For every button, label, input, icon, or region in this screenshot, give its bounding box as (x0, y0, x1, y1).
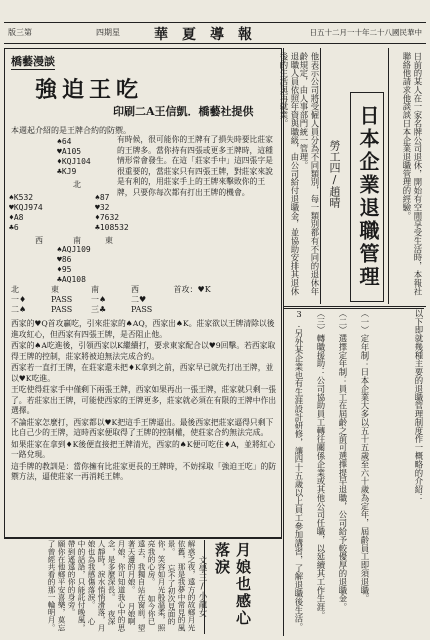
bridge-paragraph: 這手牌的教訓是：當你擁有比莊家更長的王牌時，不妨採取「強迫王吃」的防禦方法，逼使莊家一再消耗王牌。 (11, 461, 277, 481)
bridge-credit: 印刷二A王信凱．橋藝社提供 (113, 105, 254, 118)
bid-cell: PASS (131, 305, 153, 314)
bidding-row (11, 295, 281, 305)
bid-header-cell: 西 (131, 285, 139, 294)
article-title: 日本企業退職管理 (350, 92, 384, 302)
label-south: 南 (73, 236, 81, 245)
article-column: 退職人員依照年資與職級，由公司給付退職金，並協助安排其退休後的生活與再就業。 (279, 52, 300, 296)
label-north: 北 (73, 180, 81, 189)
hand-south (57, 245, 91, 285)
poem-line: 解惑之夜，遠方的故鄉月光依舊，那是我夢中常見的風景。 (167, 540, 196, 632)
north-hearts: ♥A105 (57, 147, 82, 156)
bridge-column-box (4, 48, 282, 538)
label-east: 東 (105, 236, 113, 245)
north-spades: ♠64 (57, 137, 72, 146)
poem-body (6, 540, 196, 632)
east-spades: ♠87 (95, 193, 110, 202)
bridge-intro: 本週起介紹的是王牌合約的防禦。 (11, 126, 131, 135)
bid-cell: 二♠ (11, 305, 27, 314)
page-number: 版三第 (8, 28, 32, 37)
section-rule (284, 306, 426, 307)
column-tag: 橋藝漫談 (11, 55, 55, 68)
bridge-body-text (11, 319, 277, 484)
bridge-commentary: 有時候，很可能你的王牌有了損失時要比莊家的王牌多。當你持有四張或更多王牌時，這種情形常會發生。在這「莊家手中」這四張字是很重要的，當莊家只有四張王牌，對莊家來說是有利的，用莊家手上的王牌來擊敗你的王牌，只要你每次都有打出王牌的機會。 (117, 135, 273, 197)
south-clubs: ♣AQ108 (57, 275, 86, 284)
south-hearts: ♥86 (57, 255, 72, 264)
article-column: 日前的某人在一家名牌公司退休，開始有空閒享受生活時，本報社聯絡他請求他談談日本企業退職管理的經驗。 (402, 52, 423, 296)
article-column: 3.另外某企業也有生涯設計研修，讓四十五歲以上員工參加講習，了解退職後生活。 (284, 308, 304, 635)
east-hearts: ♥32 (95, 203, 110, 212)
bid-cell: 三♣ (91, 305, 107, 314)
day-of-week: 四期星 (96, 28, 120, 37)
bridge-paragraph: 如果莊家在拿到♦K後便直接把王牌清光，西家的♠K便可吃住♦A，並將紅心一路兌現。 (11, 439, 276, 459)
hand-west (9, 193, 43, 233)
opening-lead: 首攻：♥K (173, 285, 211, 294)
poem-line: 如今你已遠去，我獨自站在窗前，望著天邊的月娘。 (127, 540, 156, 632)
hand-north (57, 137, 91, 177)
article-author: 勞工四/趙晴 (328, 140, 341, 208)
poem-line: 心中的話語，只能託付晚風，帶到遙遠的你的身旁。 (67, 540, 96, 632)
poem-title: 月娘也感心落淚 (213, 542, 252, 627)
article-column: 以下即就幾種主要的退職管理制度作一概略的介紹： (370, 308, 424, 635)
article-column: （三）轉職援助：公司協助員工轉往關係企業或其他公司任職，以延續其工作生涯。 (304, 308, 326, 635)
article-column: 他表示公司將受僱人員分為不同類別，每一類別都有不同的退休年齡規定，由人事部門統一管理。 (299, 52, 320, 296)
bid-header-cell: 南 (91, 285, 99, 294)
page-column-divider (283, 48, 284, 636)
bridge-paragraph: 西家的♠A吃進後，引領西家以K繼續打，要求東家配合以♥9回擊。若西家取得王牌的控制，莊家將被迫無法完成合約。 (11, 341, 276, 361)
bid-cell: PASS (51, 305, 73, 314)
poem-author: 文學三/小龍女 (197, 556, 207, 617)
poem-line: 願你在他鄉平安喜樂，莫忘了曾經共看的那一輪明月。 (47, 540, 66, 632)
poem-divider (204, 540, 205, 634)
issue-date: 日五十二月一十年二十八國民華中 (309, 28, 422, 37)
hand-east (95, 193, 129, 233)
east-diamonds: ♦7632 (95, 213, 120, 222)
poem-line: 忘不了初次見面的你，笑容如月光般溫柔，照亮我的心房。 (147, 540, 176, 632)
bridge-paragraph: 王吃使得莊家手中僅剩下兩張王牌，西家如果再出一張王牌，莊家就只剩一張了。若莊家出王牌，可能使西家的王牌更多，莊家就必須在有限的王牌中作出選擇。 (11, 385, 277, 415)
poem-line: 月娘啊月娘，你可知道我心中的思念，是多麼深長。 (107, 540, 136, 632)
newspaper-title: 華夏導報 (154, 27, 266, 43)
west-spades: ♠K532 (9, 193, 34, 202)
bid-cell: 一♦ (11, 295, 27, 304)
bidding-row (11, 305, 281, 315)
column-divider (320, 48, 321, 304)
label-west: 西 (35, 236, 43, 245)
bid-cell: 一♠ (91, 295, 107, 304)
bid-header-cell: 東 (51, 285, 59, 294)
bidding-table (11, 285, 281, 315)
north-diamonds: ♦KQJ104 (57, 157, 91, 166)
bridge-paragraph: 西家若一直打王牌，在莊家還未把♦K拿到之前，西家早已就先打出王牌，並以♥K吃進。 (11, 363, 274, 383)
article-column: （二）選擇定年制：員工在屆齡之前可選擇提早退職，公司給予較優厚的退職金。 (326, 308, 348, 635)
east-clubs: ♣108532 (95, 223, 129, 232)
bridge-paragraph: 西家的♥Q首攻贏吃，引來莊家的♠AQ，西家出♠K。莊家欲以王牌清除以後進攻紅心，但西家有四張王牌，是否阻止他。 (11, 319, 275, 339)
west-diamonds: ♦A8 (9, 213, 24, 222)
north-clubs: ♣KJ9 (57, 167, 77, 176)
bid-cell: PASS (51, 295, 73, 304)
bridge-title: 強迫王吃 (35, 77, 144, 103)
south-diamonds: ♦95 (57, 265, 72, 274)
article-column: （一）定年制：日本企業大多以五十五歲至六十歲為定年，屆齡員工即須退職。 (348, 308, 370, 635)
bridge-paragraph: 不論莊家怎麼打，西家都以♥K把這手王牌逼出。最後西家把莊家逼得只剩下比自己少的王牌，這時西家便取得了王牌的控制權，使莊家合約無法完成。 (11, 417, 274, 437)
west-hearts: ♥KQJ974 (9, 203, 43, 212)
poem-line: 夜深人靜時，淚水悄悄滑落，月娘也為我感傷落淚。 (87, 540, 116, 632)
bid-header-cell: 北 (11, 285, 19, 294)
masthead (4, 22, 426, 44)
bid-cell: 二♥ (131, 295, 147, 304)
bidding-header (11, 285, 281, 295)
west-clubs: ♣6 (9, 223, 19, 232)
south-spades: ♠AQJ109 (57, 245, 91, 254)
